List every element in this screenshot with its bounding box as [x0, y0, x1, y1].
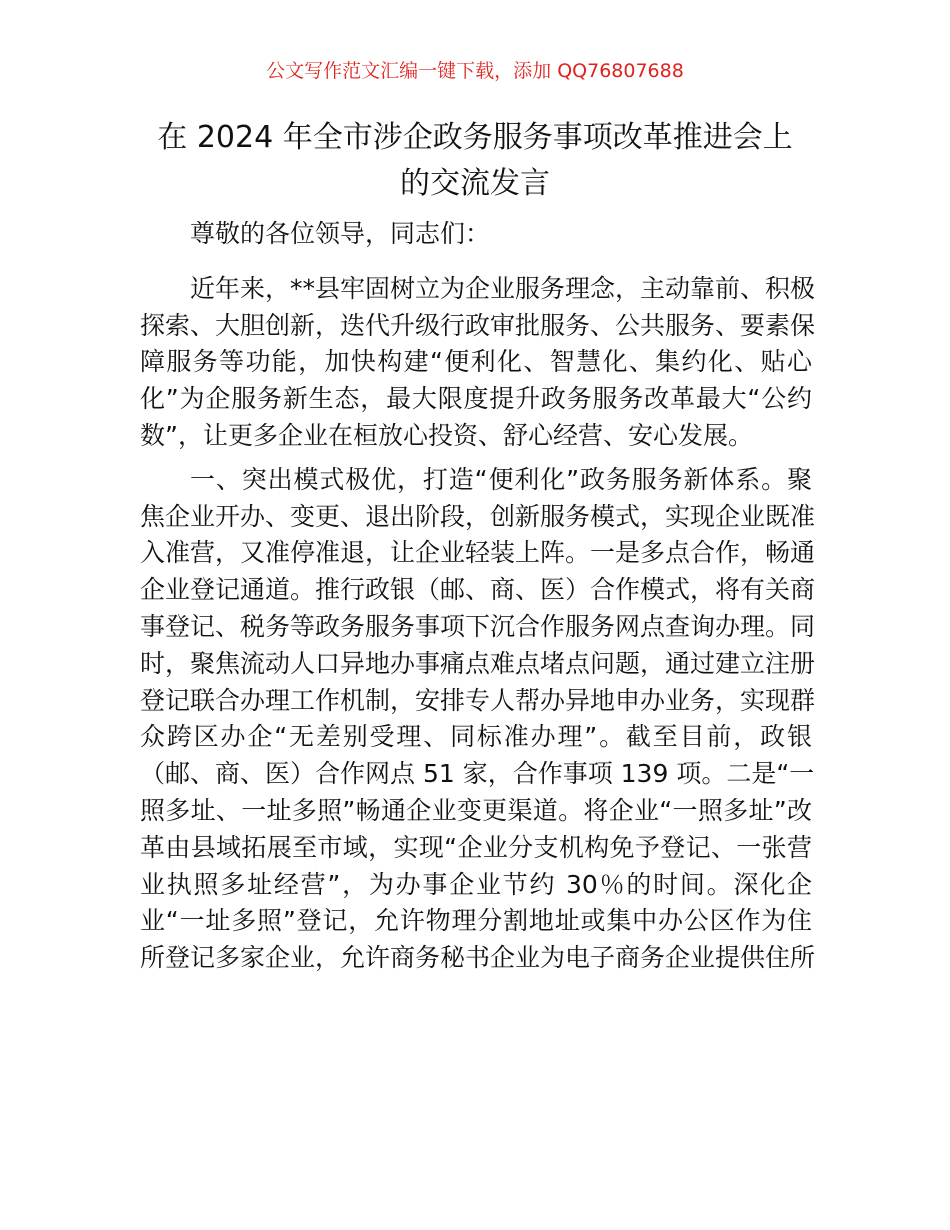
paragraphs: [140, 271, 816, 977]
document-title: [130, 115, 820, 207]
text-line: 数”，让更多企业在桓放心投资、舒心经营、安心发展。: [140, 420, 753, 450]
text-line: 革由县域拓展至市域，实现“企业分支机构免予登记、一张营: [140, 832, 812, 862]
text-line: 企业登记通道。推行政银（邮、商、医）合作模式，将有关商: [140, 575, 816, 605]
text-line: 业执照多址经营”，为办事企业节约 30％的时间。深化企: [140, 869, 812, 899]
text-line: 业“一址多照”登记，允许物理分割地址或集中办公区作为住: [140, 906, 812, 936]
text-line: 近年来，**县牢固树立为企业服务理念，主动靠前、积极: [190, 273, 816, 303]
text-line: 一、突出模式极优，打造“便利化”政务服务新体系。聚: [190, 464, 812, 494]
text-line: 照多址、一址多照”畅通企业变更渠道。将企业“一照多址”改: [140, 795, 812, 825]
title-line: 在 2024 年全市涉企政务服务事项改革推进会上: [157, 120, 793, 155]
text-line: 探索、大胆创新，迭代升级行政审批服务、公共服务、要素保: [140, 310, 816, 340]
document-body: [140, 216, 816, 984]
download-promo-header: 公文写作范文汇编一键下载，添加 QQ76807688: [266, 60, 684, 82]
paragraph: [140, 271, 816, 455]
text-line: 焦企业开办、变更、退出阶段，创新服务模式，实现企业既准: [140, 501, 816, 531]
paragraph: [140, 462, 816, 977]
text-line: 障服务等功能，加快构建“便利化、智慧化、集约化、贴心: [140, 347, 812, 377]
text-line: 入准营，又准停准退，让企业轻装上阵。一是多点合作，畅通: [140, 538, 816, 568]
text-line: （邮、商、医）合作网点 51 家，合作事项 139 项。二是“一: [140, 759, 815, 789]
title-line: 的交流发言: [400, 166, 550, 201]
text-line: 所登记多家企业，允许商务秘书企业为电子商务企业提供住所: [140, 943, 816, 973]
salutation: 尊敬的各位领导，同志们：: [190, 219, 491, 248]
text-line: 登记联合办理工作机制，安排专人帮办异地申办业务，实现群: [140, 685, 816, 715]
text-line: 众跨区办企“无差别受理、同标准办理”。截至目前，政银: [140, 722, 812, 752]
text-line: 时，聚焦流动人口异地办事痛点难点堵点问题，通过建立注册: [140, 648, 816, 678]
text-line: 化”为企服务新生态，最大限度提升政务服务改革最大“公约: [140, 384, 812, 414]
text-line: 事登记、税务等政务服务事项下沉合作服务网点查询办理。同: [140, 611, 816, 641]
